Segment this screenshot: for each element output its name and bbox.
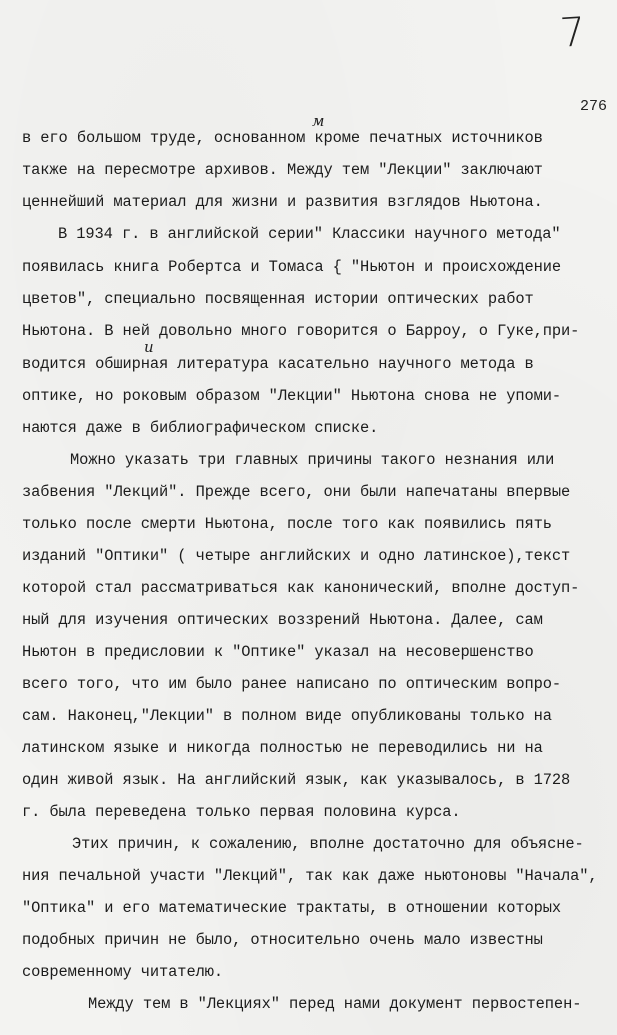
text-line: изданий "Оптики" ( четыре английских и одно латинское),текст	[22, 547, 571, 565]
text-line: в его большом труде, основанном кроме печатных источников	[22, 129, 543, 147]
text-line: Ньютона. В ней довольно много говорится о Барроу, о Гуке,при-	[22, 322, 580, 340]
text-line: Можно указать три главных причины такого незнания или	[70, 451, 555, 469]
text-line: появилась книга Робертса и Томаса { "Ньютон и происхождение	[22, 258, 562, 276]
text-line: которой стал рассматриваться как канонический, вполне доступ-	[22, 579, 580, 597]
text-line: сам. Наконец,"Лекции" в полном виде опубликованы только на	[22, 707, 552, 725]
text-line: В 1934 г. в английской серии" Классики научного метода"	[58, 225, 561, 243]
text-line: ный для изучения оптических воззрений Ньютона. Далее, сам	[22, 611, 543, 629]
handwritten-insertion-m: м	[312, 112, 325, 130]
text-line: забвения "Лекций". Прежде всего, они были напечатаны впервые	[22, 483, 571, 501]
text-line: также на пересмотре архивов. Между тем "Лекции" заключают	[22, 161, 543, 179]
text-line: всего того, что им было ранее написано по оптическим вопро-	[22, 675, 562, 693]
text-line: один живой язык. На английский язык, как указывалось, в 1728	[22, 771, 571, 789]
text-line: только после смерти Ньютона, после того как появились пять	[22, 515, 552, 533]
text-line: цветов", специально посвященная истории оптических работ	[22, 290, 534, 308]
text-line: Ньютон в предисловии к "Оптике" указал на несовершенство	[22, 643, 534, 661]
text-line: наются даже в библиографическом списке.	[22, 419, 379, 437]
page-number: 276	[580, 98, 608, 115]
text-line: водится обширная литература касательно научного метода в	[22, 355, 534, 373]
text-line: ния печальной участи "Лекций", так как даже ньютоновы "Начала",	[22, 867, 598, 885]
text-line: подобных причин не было, относительно очень мало известны	[22, 931, 543, 949]
text-line: современному читателю.	[22, 963, 223, 981]
handwritten-folio-number: 7	[558, 9, 588, 57]
handwritten-insertion-i: и	[144, 338, 154, 356]
text-line: латинском языке и никогда полностью не переводились ни на	[22, 739, 543, 757]
text-line: Этих причин, к сожалению, вполне достаточно для объясне-	[72, 835, 584, 853]
text-line: Между тем в "Лекциях" перед нами документ первостепен-	[88, 995, 582, 1013]
text-line: оптике, но роковым образом "Лекции" Ньютона снова не упоми-	[22, 387, 562, 405]
text-line: "Оптика" и его математические трактаты, в отношении которых	[22, 899, 562, 917]
text-line: ценнейший материал для жизни и развития взглядов Ньютона.	[22, 193, 543, 211]
text-line: г. была переведена только первая половина курса.	[22, 803, 461, 821]
